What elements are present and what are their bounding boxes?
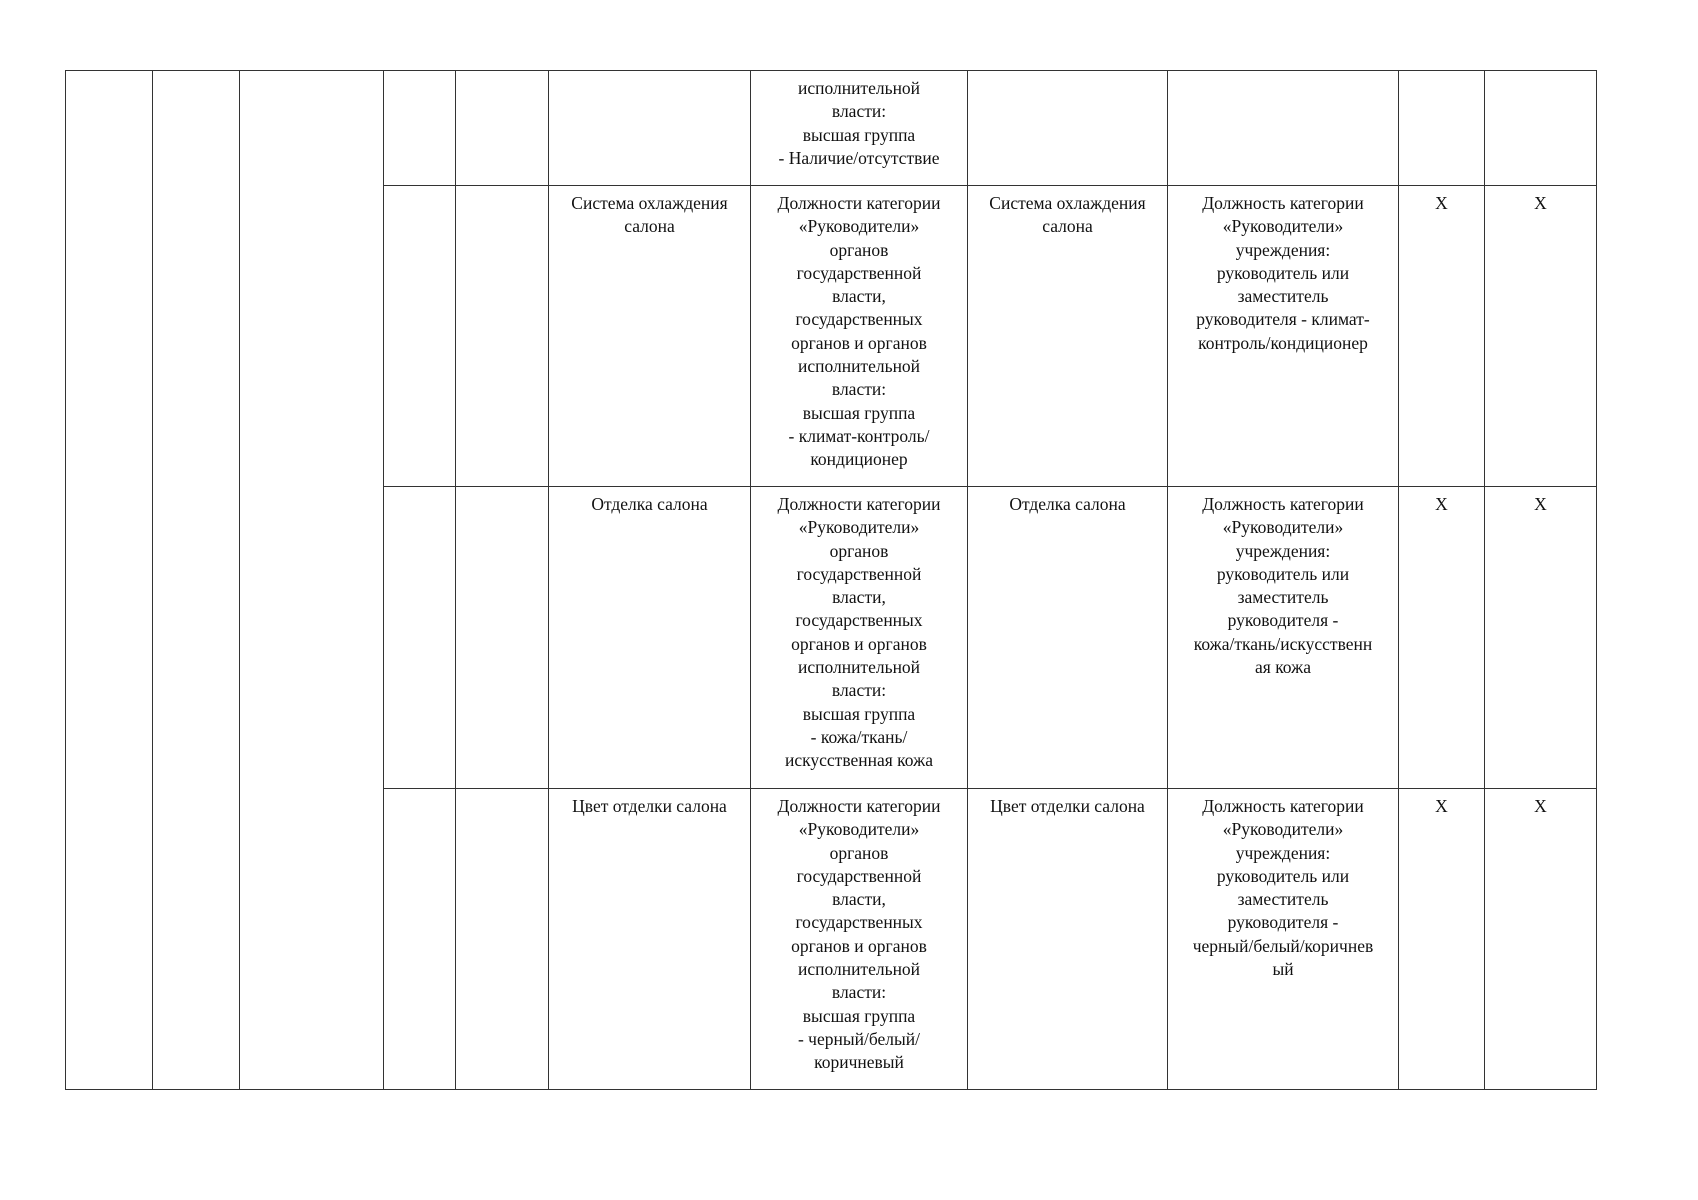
empty-cell [456,789,549,1090]
value-state-cell: Должности категории «Руководители» органов государственной власти, государственных органов и органов исполнительной власти: высшая группа - черный/белый/ коричневый [751,789,968,1090]
empty-cell [456,487,549,789]
value-institution-cell: Должность категории «Руководители» учреждения: руководитель или заместитель руководителя - черный/белый/коричнев ый [1168,789,1399,1090]
characteristic-cell: Отделка салона [549,487,751,789]
value-state-cell: Должности категории «Руководители» органов государственной власти, государственных органов и органов исполнительной власти: высшая группа - климат-контроль/ кондиционер [751,186,968,487]
x-mark-cell-1: X [1399,789,1485,1090]
empty-cell [456,71,549,186]
x-mark-cell-1: X [1399,487,1485,789]
x-mark-cell-1 [1399,71,1485,186]
x-mark-cell-2: X [1485,789,1597,1090]
value-state-cell: исполнительной власти: высшая группа - Наличие/отсутствие [751,71,968,186]
x-mark-cell-2 [1485,71,1597,186]
characteristic-2-cell: Отделка салона [968,487,1168,789]
empty-cell [456,186,549,487]
x-mark-cell-2: X [1485,487,1597,789]
empty-cell [384,186,456,487]
value-state-cell: Должности категории «Руководители» органов государственной власти, государственных органов и органов исполнительной власти: высшая группа - кожа/ткань/ искусственная кожа [751,487,968,789]
empty-cell [384,487,456,789]
merged-cell-col-1 [66,71,153,1090]
table-row [66,71,1597,186]
value-institution-cell [1168,71,1399,186]
requirements-table [65,70,1597,1090]
empty-cell [384,789,456,1090]
characteristic-cell: Система охлаждения салона [549,186,751,487]
value-institution-cell: Должность категории «Руководители» учреждения: руководитель или заместитель руководителя - кожа/ткань/искусственн ая кожа [1168,487,1399,789]
x-mark-cell-2: X [1485,186,1597,487]
value-institution-cell: Должность категории «Руководители» учреждения: руководитель или заместитель руководителя - климат- контроль/кондиционер [1168,186,1399,487]
x-mark-cell-1: X [1399,186,1485,487]
characteristic-cell [549,71,751,186]
characteristic-2-cell [968,71,1168,186]
merged-cell-col-2 [153,71,240,1090]
merged-cell-col-3 [240,71,384,1090]
empty-cell [384,71,456,186]
characteristic-2-cell: Цвет отделки салона [968,789,1168,1090]
characteristic-cell: Цвет отделки салона [549,789,751,1090]
characteristic-2-cell: Система охлаждения салона [968,186,1168,487]
